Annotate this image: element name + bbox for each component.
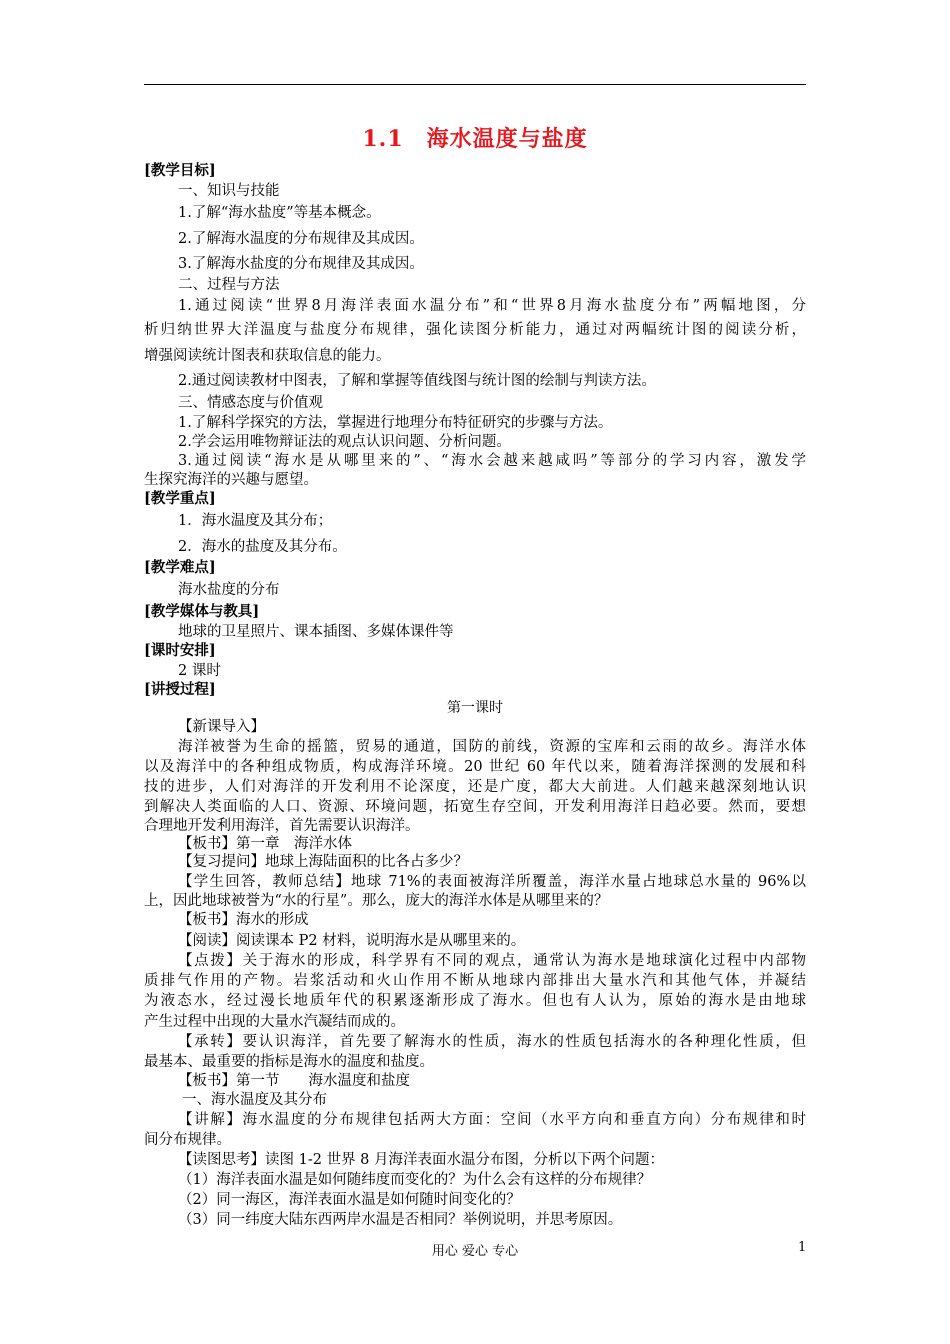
paragraph-line: 技的进步，人们对海洋的开发利用不论深度，还是广度，都大大前进。人们越来越深刻地认识 [144, 779, 806, 795]
objective-item: 3.了解海水盐度的分布规律及其成因。 [178, 256, 424, 272]
objective-section-2: 二、过程与方法 [178, 277, 280, 293]
question-item: （1）海洋表面水温是如何随纬度而变化的？为什么会有这样的分布规律？ [178, 1172, 652, 1188]
key-point-item: 2．海水的盐度及其分布。 [178, 539, 347, 555]
paragraph-line: 以及海洋中的各种组成物质，构成海洋环境。20 世纪 60 年代以来，随着海洋探测的发展和科 [144, 759, 806, 775]
objective-item: 2.学会运用唯物辩证法的观点认识问题、分析问题。 [178, 434, 511, 450]
paragraph-line: 【讲解】海水温度的分布规律包括两大方面：空间（水平方向和垂直方向）分布规律和时 [178, 1112, 806, 1128]
paragraph-line: 上，因此地球被誉为“水的行星”。那么，庞大的海洋水体是从哪里来的？ [144, 893, 609, 909]
objective-section-1: 一、知识与技能 [178, 183, 280, 199]
reading-task: 【阅读】阅读课本 P2 材料，说明海水是从哪里来的。 [178, 933, 526, 949]
objective-item: 1.了解“海水盐度”等基本概念。 [178, 205, 381, 221]
paragraph-line: 合理地开发利用海洋，首先需要认识海洋。 [144, 818, 420, 834]
objective-item: 2.通过阅读教材中图表，了解和掌握等值线图与统计图的绘制与判读方法。 [178, 373, 656, 389]
objective-item: 3.通过阅读“海水是从哪里来的”、“海水会越来越咸吗”等部分的学习内容，激发学 [178, 453, 806, 469]
media-heading: [教学媒体与教具] [144, 603, 260, 620]
paragraph-line: 最基本、最重要的指标是海水的温度和盐度。 [144, 1054, 434, 1070]
objective-item-cont: 析归纳世界大洋温度与盐度分布规律，强化读图分析能力，通过对两幅统计图的阅读分析， [144, 322, 806, 338]
objective-item-cont: 增强阅读统计图表和获取信息的能力。 [144, 348, 391, 364]
paragraph-line: 为液态水，经过漫长地质年代的积累逐渐形成了海水。但也有人认为，原始的海水是由地球 [144, 993, 806, 1009]
paragraph-line: 到解决人类面临的人口、资源、环境问题，拓宽生存空间，开发利用海洋日趋必要。然而，要想 [144, 799, 806, 815]
difficulty-heading: [教学难点] [144, 559, 216, 576]
board-note: 【板书】海水的形成 [178, 912, 309, 928]
objectives-heading: [教学目标] [144, 162, 216, 179]
objective-item: 2.了解海水温度的分布规律及其成因。 [178, 231, 424, 247]
schedule-heading: [课时安排] [144, 642, 216, 659]
intro-label: 【新课导入】 [178, 719, 265, 735]
header-rule [144, 84, 806, 85]
paragraph-line: 【学生回答，教师总结】地球 71%的表面被海洋所覆盖，海洋水量占地球总水量的 96%以 [178, 874, 806, 890]
key-point-item: 1．海水温度及其分布； [178, 513, 333, 529]
key-points-heading: [教学重点] [144, 490, 216, 507]
lesson-title: 第一课时 [447, 700, 503, 716]
media-text: 地球的卫星照片、课本插图、多媒体课件等 [178, 624, 454, 640]
question-item: （3）同一纬度大陆东西两岸水温是否相同？举例说明，并思考原因。 [178, 1212, 623, 1228]
question-item: （2）同一海区，海洋表面水温是如何随时间变化的？ [178, 1192, 521, 1208]
board-note: 【板书】第一章 海洋水体 [178, 836, 352, 852]
paragraph-line: 【点拨】关于海水的形成，科学界有不同的观点，通常认为海水是地球演化过程中内部物 [178, 953, 806, 969]
objective-item: 1.通过阅读“世界8月海洋表面水温分布”和“世界8月海水盐度分布”两幅地图，分 [178, 298, 806, 314]
schedule-text: 2 课时 [178, 663, 221, 679]
page-title: 1.1 海水温度与盐度 [362, 126, 588, 152]
objective-item-cont: 生探究海洋的兴趣与愿望。 [144, 472, 318, 488]
reading-task: 【读图思考】读图 1-2 世界 8 月海洋表面水温分布图，分析以下两个问题： [178, 1152, 665, 1168]
process-heading: [讲授过程] [144, 681, 216, 698]
paragraph-line: 质排气作用的产物。岩浆活动和火山作用不断从地球内部排出大量水汽和其他气体，并凝结 [144, 973, 806, 989]
review-question: 【复习提问】地球上海陆面积的比各占多少？ [178, 854, 468, 870]
paragraph-line: 【承转】要认识海洋，首先要了解海水的性质，海水的性质包括海水的各种理化性质，但 [178, 1034, 806, 1050]
page-number: 1 [798, 1240, 807, 1255]
section-heading: 一、海水温度及其分布 [182, 1092, 327, 1108]
footer-text: 用心 爱心 专心 [431, 1244, 519, 1259]
objective-item: 1.了解科学探究的方法，掌握进行地理分布特征研究的步骤与方法。 [178, 415, 613, 431]
board-note: 【板书】第一节 海水温度和盐度 [178, 1073, 410, 1089]
paragraph-line: 海洋被誉为生命的摇篮，贸易的通道，国防的前线，资源的宝库和云雨的故乡。海洋水体 [178, 739, 806, 755]
difficulty-text: 海水盐度的分布 [178, 582, 280, 598]
paragraph-line: 产生过程中出现的大量水汽凝结而成的。 [144, 1014, 405, 1030]
paragraph-line: 间分布规律。 [144, 1132, 231, 1148]
objective-section-3: 三、情感态度与价值观 [178, 395, 323, 411]
